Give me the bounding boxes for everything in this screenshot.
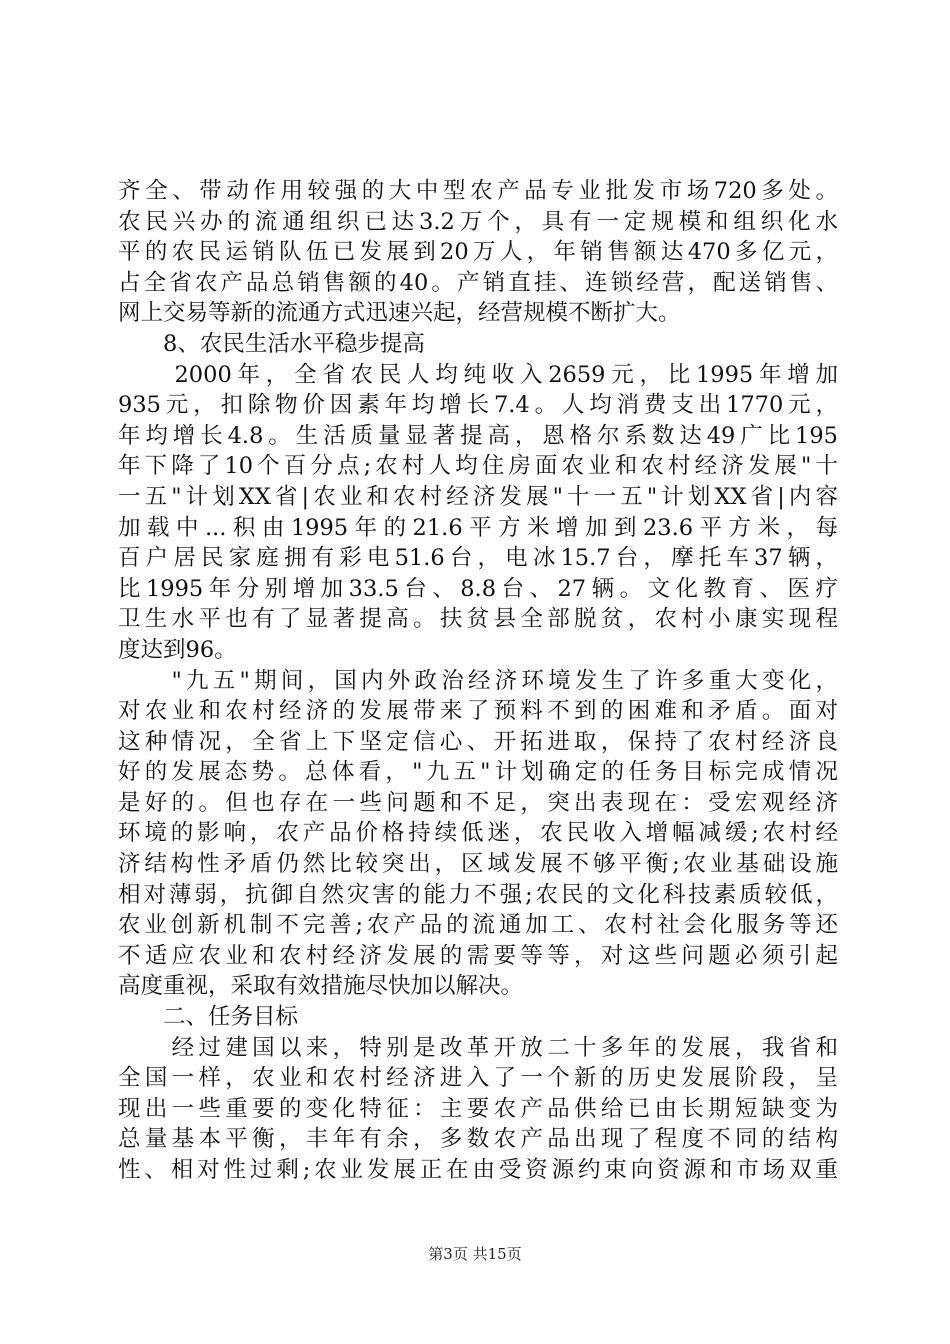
text-line: 是好的。但也存在一些问题和不足，突出表现在：受宏观经济	[118, 789, 838, 816]
text-line: 农民兴办的流通组织已达3.2万个，具有一定规模和组织化水	[118, 208, 838, 235]
text-line: 2000年，全省农民人均纯收入2659元，比1995年增加	[118, 361, 838, 388]
text-line: 占全省农产品总销售额的40。产销直挂、连锁经营，配送销售、	[118, 269, 838, 296]
text-line: 好的发展态势。总体看，"九五"计划确定的任务目标完成情况	[118, 759, 838, 786]
text-line: 高度重视，采取有效措施尽快加以解决。	[118, 973, 524, 1000]
text-line: 环境的影响，农产品价格持续低迷，农民收入增幅减缓;农村经	[118, 820, 838, 847]
text-line: 度达到96。	[118, 636, 237, 663]
section-heading: 8、农民生活水平稳步提高	[118, 330, 425, 357]
text-line: 齐全、带动作用较强的大中型农产品专业批发市场720多处。	[118, 178, 838, 204]
text-line: 现出一些重要的变化特征：主要农产品供给已由长期短缺变为	[118, 1095, 838, 1122]
text-line: "九五"期间，国内外政治经济环境发生了许多重大变化，	[118, 667, 838, 694]
text-line: 相对薄弱，抗御自然灾害的能力不强;农民的文化科技素质较低，	[118, 881, 838, 908]
text-line: 济结构性矛盾仍然比较突出，区域发展不够平衡;农业基础设施	[118, 851, 838, 878]
text-line: 卫生水平也有了显著提高。扶贫县全部脱贫，农村小康实现程	[118, 606, 838, 633]
text-line: 一五"计划XX省|农业和农村经济发展"十一五"计划XX省|内容	[118, 483, 838, 510]
text-line: 网上交易等新的流通方式迅速兴起，经营规模不断扩大。	[118, 300, 681, 327]
text-line: 经过建国以来，特别是改革开放二十多年的发展，我省和	[118, 1034, 838, 1061]
text-line: 平的农民运销队伍已发展到20万人，年销售额达470多亿元，	[118, 239, 838, 266]
text-line: 加载中...积由1995年的21.6平方米增加到23.6平方米，每	[118, 514, 838, 541]
text-line: 全国一样，农业和农村经济进入了一个新的历史发展阶段，呈	[118, 1065, 838, 1092]
text-line: 这种情况，全省上下坚定信心、开拓进取，保持了农村经济良	[118, 728, 838, 755]
text-line: 百户居民家庭拥有彩电51.6台，电冰15.7台，摩托车37辆，	[118, 545, 838, 572]
section-heading: 二、任务目标	[118, 1004, 299, 1031]
text-line: 年下降了10个百分点;农村人均住房面农业和农村经济发展"十	[118, 453, 838, 480]
text-line: 比1995年分别增加33.5台、8.8台、27辆。文化教育、医疗	[118, 575, 838, 602]
text-line: 年均增长4.8。生活质量显著提高，恩格尔系数达49广比195	[118, 422, 838, 449]
text-line: 农业创新机制不完善;农产品的流通加工、农村社会化服务等还	[118, 912, 838, 939]
text-line: 总量基本平衡，丰年有余，多数农产品出现了程度不同的结构	[118, 1126, 838, 1153]
text-line: 性、相对性过剩;农业发展正在由受资源约束向资源和市场双重	[118, 1157, 838, 1183]
text-line: 935元，扣除物价因素年均增长7.4。人均消费支出1770元，	[118, 392, 838, 419]
text-line: 对农业和农村经济的发展带来了预料不到的困难和矛盾。面对	[118, 698, 838, 725]
page-footer: 第3页 共15页	[428, 1245, 522, 1263]
text-line: 不适应农业和农村经济发展的需要等等，对这些问题必须引起	[118, 942, 838, 969]
body-text	[118, 176, 838, 1186]
